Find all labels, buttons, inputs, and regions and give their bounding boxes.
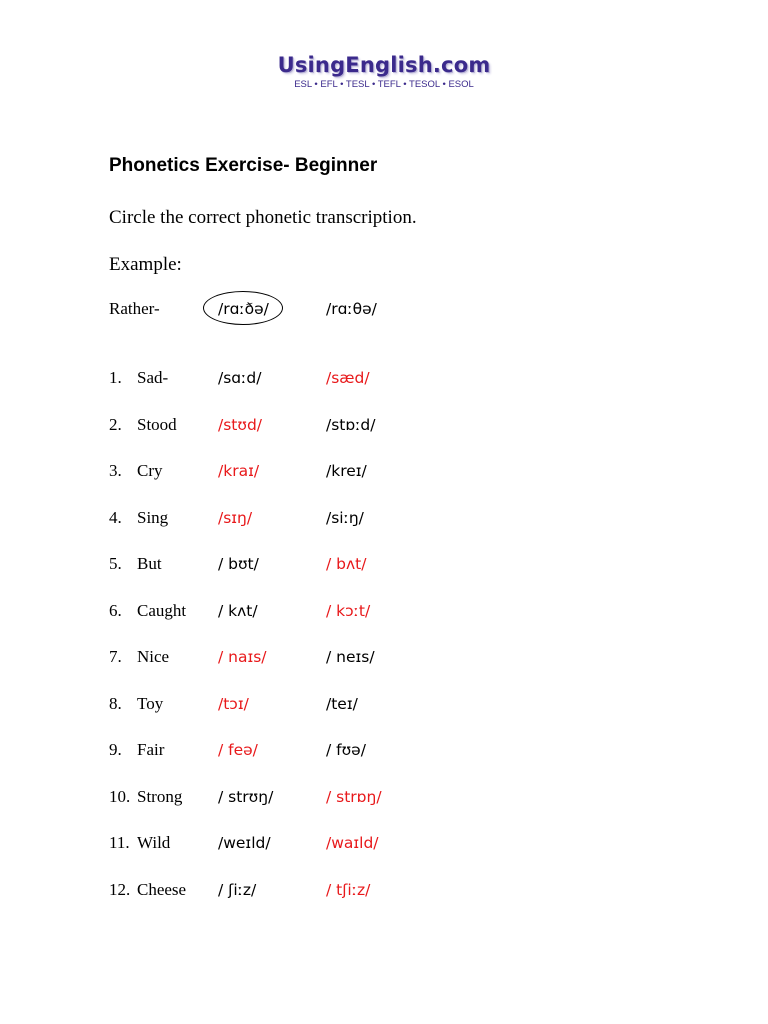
item-number: 12. <box>109 879 131 899</box>
item-number: 5. <box>109 554 122 573</box>
item-word: Strong <box>137 786 183 806</box>
item-word: Stood <box>137 414 177 434</box>
item-option-b[interactable]: /sæd/ <box>326 369 370 387</box>
example-row <box>0 298 768 320</box>
item-number: 11. <box>109 833 130 852</box>
exercise-item <box>0 786 768 808</box>
item-option-a[interactable]: / feə/ <box>218 741 258 759</box>
item-number: 1. <box>109 368 122 387</box>
item-number: 9. <box>109 740 122 759</box>
logo-title: UsingEnglish.com <box>277 53 491 77</box>
item-option-a[interactable]: /tɔɪ/ <box>218 694 249 713</box>
item-option-b[interactable]: / neɪs/ <box>326 648 375 666</box>
item-word: Sad- <box>137 368 169 387</box>
page-title: Phonetics Exercise- Beginner <box>109 155 378 176</box>
item-option-b[interactable]: /waɪld/ <box>326 834 379 852</box>
logo-tagline: ESL • EFL • TESL • TEFL • TESOL • ESOL <box>294 79 474 90</box>
item-word: Caught <box>137 600 187 620</box>
instruction-text: Circle the correct phonetic transcription. <box>109 207 417 228</box>
item-word: Sing <box>137 507 169 527</box>
item-option-b[interactable]: /kreɪ/ <box>326 462 367 480</box>
item-option-a[interactable]: / strʊŋ/ <box>218 787 274 806</box>
item-number: 2. <box>109 414 122 434</box>
item-word: Toy <box>137 693 164 713</box>
exercise-item <box>0 739 768 761</box>
item-option-b[interactable]: /stɒːd/ <box>326 415 376 434</box>
item-number: 4. <box>109 507 122 527</box>
item-option-a[interactable]: /sɑːd/ <box>218 369 262 387</box>
item-word: But <box>137 554 162 573</box>
exercise-item <box>0 553 768 575</box>
item-option-a[interactable]: / ʃiːz/ <box>218 880 257 899</box>
example-word: Rather- <box>109 299 160 318</box>
exercise-item <box>0 507 768 529</box>
item-number: 3. <box>109 461 122 480</box>
exercise-item <box>0 879 768 901</box>
item-option-b[interactable]: /siːŋ/ <box>326 508 364 527</box>
item-option-b[interactable]: / bʌt/ <box>326 555 367 573</box>
example-option-a: /rɑːðə/ <box>218 300 269 318</box>
item-option-a[interactable]: /weɪld/ <box>218 834 271 852</box>
item-option-a[interactable]: / bʊt/ <box>218 555 259 573</box>
item-number: 7. <box>109 647 122 666</box>
item-word: Nice <box>137 647 170 666</box>
item-number: 10. <box>109 786 131 806</box>
site-logo <box>0 52 768 91</box>
item-number: 6. <box>109 600 122 620</box>
item-option-b[interactable]: / strɒŋ/ <box>326 787 382 806</box>
exercise-item <box>0 600 768 622</box>
example-label: Example: <box>109 254 182 275</box>
item-word: Cry <box>137 461 163 480</box>
exercise-item <box>0 693 768 715</box>
item-option-b[interactable]: / kɔːt/ <box>326 601 371 620</box>
item-option-a[interactable]: /sɪŋ/ <box>218 508 253 527</box>
item-option-a[interactable]: /stʊd/ <box>218 415 263 434</box>
item-word: Wild <box>137 833 171 852</box>
item-option-b[interactable]: / tʃiːz/ <box>326 880 371 899</box>
example-option-b: /rɑːθə/ <box>326 300 377 318</box>
item-option-a[interactable]: / kʌt/ <box>218 601 258 620</box>
item-word: Fair <box>137 740 165 759</box>
item-option-b[interactable]: / fʊə/ <box>326 741 366 759</box>
item-option-b[interactable]: /teɪ/ <box>326 694 358 713</box>
item-option-a[interactable]: / naɪs/ <box>218 648 267 666</box>
exercise-item <box>0 367 768 389</box>
exercise-item <box>0 832 768 854</box>
exercise-item <box>0 460 768 482</box>
item-option-a[interactable]: /kraɪ/ <box>218 462 260 480</box>
exercise-item <box>0 646 768 668</box>
item-word: Cheese <box>137 879 187 899</box>
exercise-item <box>0 414 768 436</box>
item-number: 8. <box>109 693 122 713</box>
